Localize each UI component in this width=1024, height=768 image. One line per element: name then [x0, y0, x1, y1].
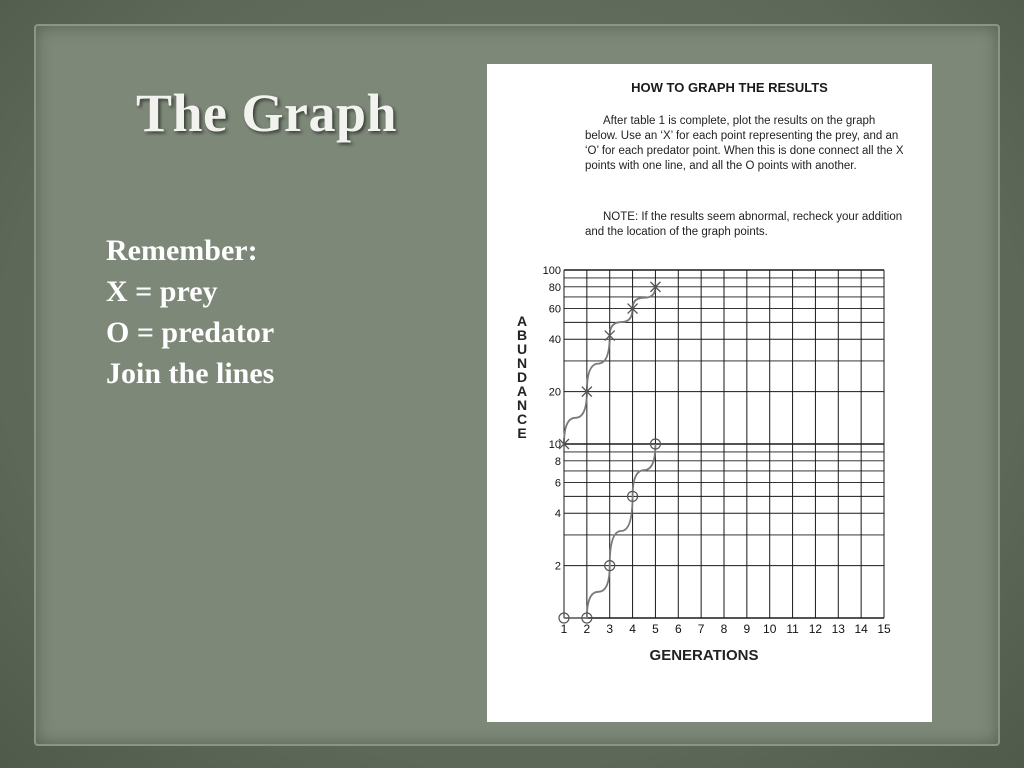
y-tick-label-10: 10 — [548, 439, 561, 451]
x-tick-label-15: 15 — [877, 622, 891, 636]
x-axis-label: GENERATIONS — [649, 647, 759, 664]
x-tick-label-11: 11 — [786, 622, 799, 636]
x-tick-label-13: 13 — [831, 622, 845, 636]
reminder-list — [106, 230, 274, 394]
x-tick-label-14: 14 — [854, 622, 868, 636]
x-tick-label-8: 8 — [720, 622, 728, 636]
abundance-chart — [487, 64, 932, 722]
worksheet-heading: HOW TO GRAPH THE RESULTS — [631, 80, 828, 95]
x-tick-label-12: 12 — [808, 622, 823, 636]
x-tick-label-10: 10 — [763, 622, 777, 636]
y-tick-label-2: 2 — [554, 560, 561, 573]
x-tick-label-6: 6 — [674, 622, 682, 636]
reminder-heading: Remember: — [106, 234, 258, 267]
slide-title: The Graph — [136, 83, 398, 143]
worksheet-image — [487, 64, 932, 722]
x-tick-label-5: 5 — [652, 622, 659, 636]
x-tick-label-7: 7 — [697, 622, 705, 636]
x-tick-label-1: 1 — [560, 622, 568, 636]
x-tick-label-3: 3 — [606, 622, 614, 636]
y-axis-label: A B U N D A N C E — [516, 313, 528, 441]
prey-point-3 — [605, 330, 615, 342]
x-tick-label-9: 9 — [743, 622, 751, 636]
y-tick-label-8: 8 — [554, 455, 561, 468]
reminder-prey: X = prey — [106, 275, 218, 308]
y-tick-label-40: 40 — [548, 334, 561, 347]
y-tick-label-4: 4 — [554, 508, 561, 521]
reminder-join-lines: Join the lines — [106, 357, 275, 390]
worksheet-note: NOTE: If the results seem abnormal, recheck your addition and the location of the graph points. — [585, 211, 903, 238]
y-tick-label-100: 100 — [542, 265, 561, 277]
worksheet-instructions: After table 1 is complete, plot the results on the graph below. Use an ‘X’ for each point representing the prey, and an ‘O’ for each predator point. When this is done connect all the X points with one line, and all the O points with another. — [585, 115, 904, 172]
y-tick-label-80: 80 — [548, 281, 561, 294]
x-tick-label-4: 4 — [629, 622, 636, 636]
x-tick-label-2: 2 — [583, 622, 591, 636]
y-tick-label-6: 6 — [554, 477, 561, 490]
y-tick-label-20: 20 — [548, 386, 561, 399]
reminder-predator: O = predator — [106, 316, 275, 349]
y-tick-label-60: 60 — [548, 303, 561, 316]
